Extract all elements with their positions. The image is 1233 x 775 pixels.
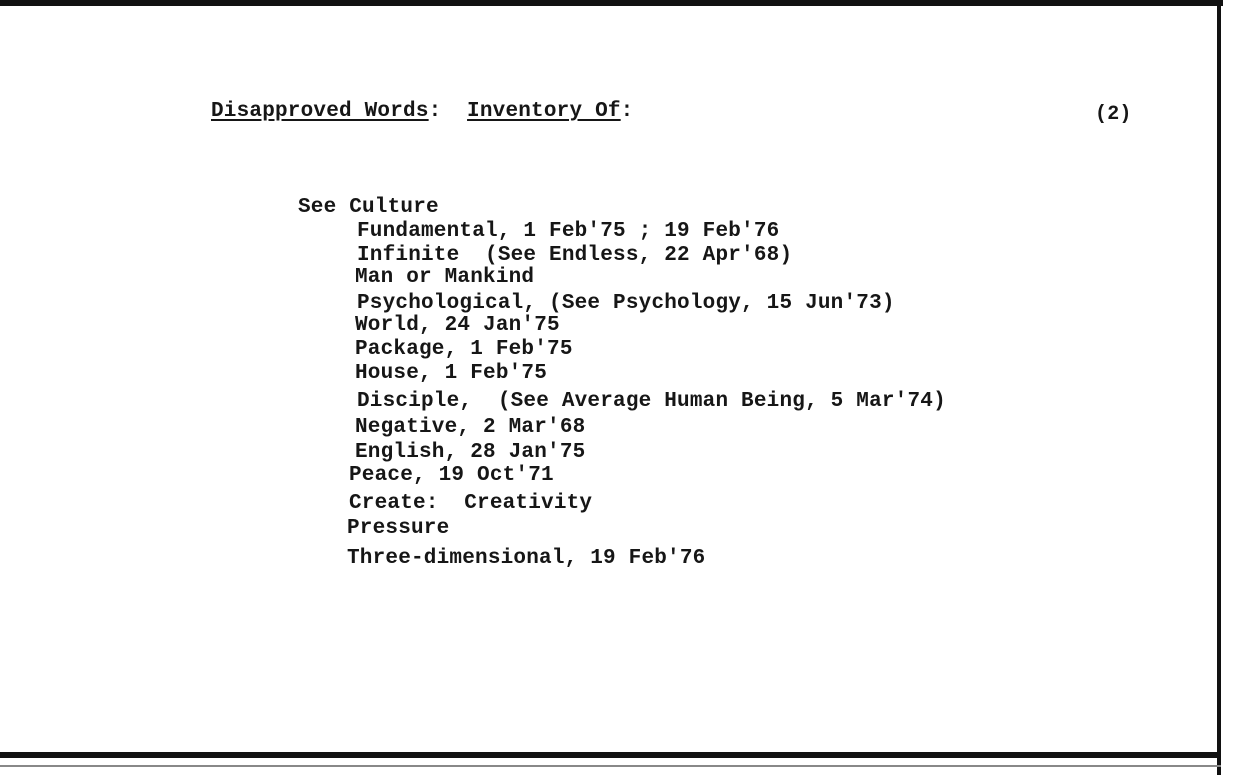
entry-english: English, 28 Jan'75 [355, 441, 586, 464]
heading-colon: : [620, 100, 634, 123]
card-bottom-border [0, 752, 1221, 758]
entry-create: Create: Creativity [349, 492, 593, 515]
heading-inventory-of: Inventory Of [467, 100, 621, 123]
entry-fundamental: Fundamental, 1 Feb'75 ; 19 Feb'76 [357, 220, 780, 243]
entry-world: World, 24 Jan'75 [355, 314, 560, 337]
entry-package: Package, 1 Feb'75 [355, 338, 573, 361]
entry-negative: Negative, 2 Mar'68 [355, 416, 586, 439]
card-right-border [1217, 0, 1221, 775]
card-bottom-shadow-line [0, 765, 1221, 767]
entry-psychological: Psychological, (See Psychology, 15 Jun'73) [357, 292, 895, 315]
entry-disciple: Disciple, (See Average Human Being, 5 Mar'74) [357, 390, 946, 413]
entry-man-or-mankind: Man or Mankind [355, 266, 535, 289]
entry-peace: Peace, 19 Oct'71 [349, 464, 554, 487]
entry-house: House, 1 Feb'75 [355, 362, 548, 385]
heading-disapproved-words: Disapproved Words [211, 100, 429, 123]
page-number: (2) [1095, 103, 1132, 126]
heading-separator: : [428, 100, 468, 123]
entry-infinite: Infinite (See Endless, 22 Apr'68) [357, 244, 793, 267]
entry-pressure: Pressure [347, 517, 450, 540]
entry-see-culture: See Culture [298, 196, 439, 219]
card-top-border [0, 0, 1223, 6]
card-heading [211, 100, 633, 123]
entry-three-dimensional: Three-dimensional, 19 Feb'76 [347, 547, 706, 570]
